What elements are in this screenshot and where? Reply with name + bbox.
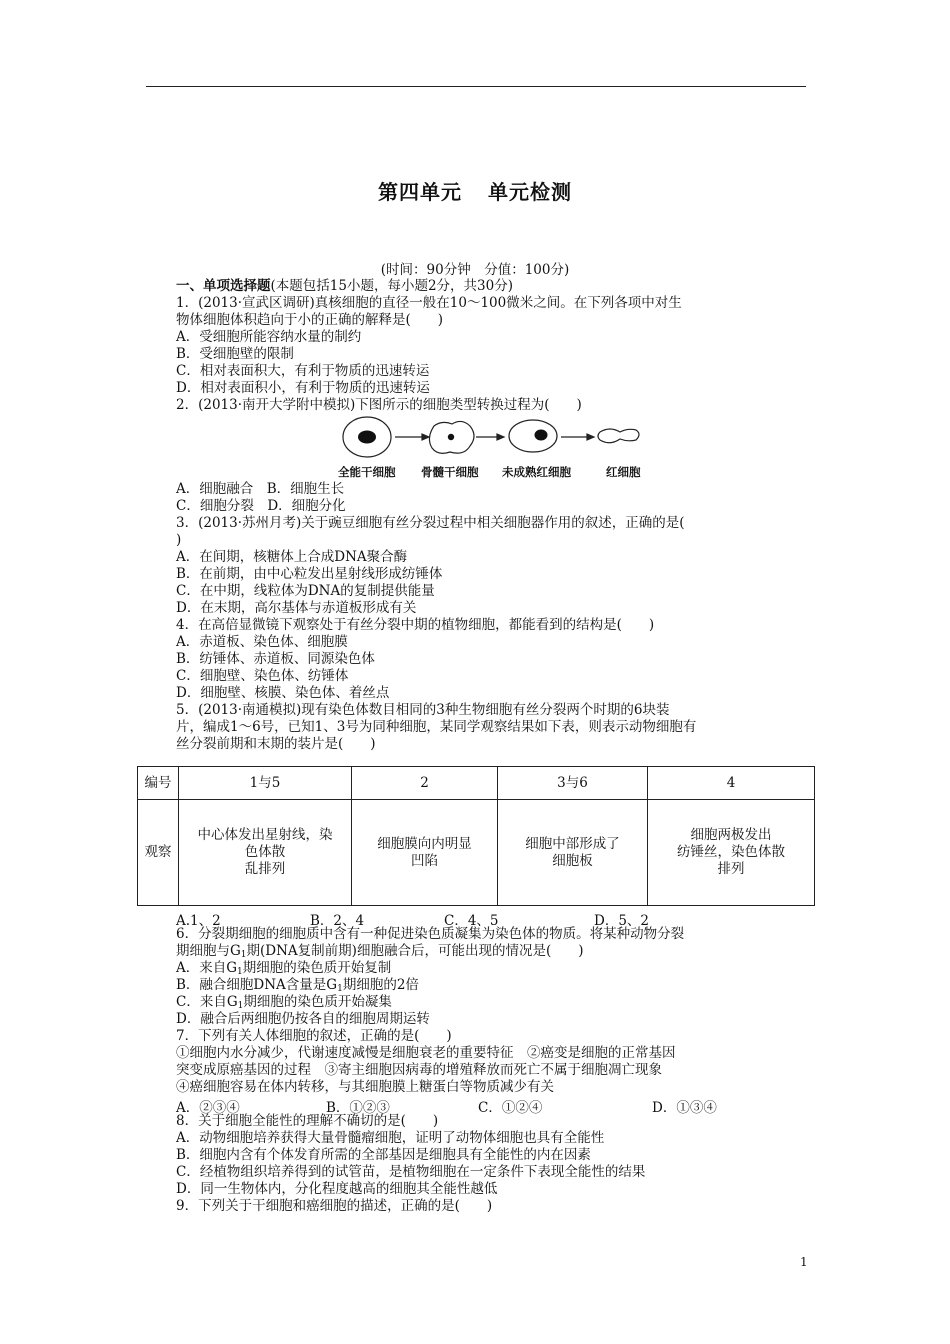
table-cell: 2 — [352, 767, 498, 800]
section-note: (本题包括15小题，每小题2分，共30分) — [270, 278, 513, 294]
table-cell: 细胞两极发出 纺锤丝，染色体散 排列 — [648, 800, 815, 906]
header-rule — [146, 86, 806, 87]
q3-option-b: B．在前期，由中心粒发出星射线形成纺锤体 — [176, 566, 443, 582]
q3-option-c: C．在中期，线粒体为DNA的复制提供能量 — [176, 583, 435, 599]
q2-stem: 2．(2013·南开大学附中模拟)下图所示的细胞类型转换过程为( ) — [176, 397, 582, 413]
table-cell: 细胞中部形成了 细胞板 — [498, 800, 648, 906]
q1-option-d: D．相对表面积小，有利于物质的迅速转运 — [176, 380, 430, 396]
table-row — [138, 767, 815, 800]
immature-red-cell-icon — [509, 420, 557, 452]
q8-option-a: A．动物细胞培养获得大量骨髓瘤细胞，证明了动物体细胞也具有全能性 — [176, 1130, 605, 1146]
q4-option-a: A．赤道板、染色体、细胞膜 — [176, 634, 348, 650]
table-cell: 中心体发出星射线，染 色体散 乱排列 — [179, 800, 352, 906]
q5-stem-line3: 丝分裂前期和末期的装片是( ) — [176, 736, 376, 752]
q3-stem-line2: ) — [176, 532, 182, 548]
q6-option-d: D．融合后两细胞仍按各自的细胞周期运转 — [176, 1011, 430, 1027]
section-heading: 一、单项选择题 — [176, 278, 271, 294]
q7-statement-line3: ④癌细胞容易在体内转移，与其细胞膜上糖蛋白等物质减少有关 — [176, 1079, 554, 1095]
q1-option-b: B．受细胞壁的限制 — [176, 346, 294, 362]
q8-option-c: C．经植物组织培养得到的试管苗，是植物细胞在一定条件下表现全能性的结果 — [176, 1164, 646, 1180]
q7-stem: 7．下列有关人体细胞的叙述，正确的是( ) — [176, 1028, 452, 1044]
q3-stem-line1: 3．(2013·苏州月考)关于豌豆细胞有丝分裂过程中相关细胞器作用的叙述，正确的是( — [176, 515, 685, 531]
title-test: 单元检测 — [488, 180, 572, 204]
figure-label-totipotent: 全能干细胞 — [338, 465, 396, 479]
q4-option-b: B．纺锤体、赤道板、同源染色体 — [176, 651, 375, 667]
red-blood-cell-icon — [598, 429, 639, 443]
q6-option-b: B．融合细胞DNA含量是$G_1$期细胞的2倍 — [176, 977, 419, 994]
q4-option-c: C．细胞壁、染色体、纺锤体 — [176, 668, 349, 684]
page-title — [0, 176, 950, 205]
q8-option-b: B．细胞内含有个体发育所需的全部基因是细胞具有全能性的内在因素 — [176, 1147, 591, 1163]
table-cell: 4 — [648, 767, 815, 800]
q7-option-a: A．②③④ — [176, 1100, 240, 1116]
observation-table — [137, 766, 815, 906]
figure-label-red-cell: 红细胞 — [606, 465, 641, 479]
page-number: 1 — [800, 1255, 808, 1269]
q5-option-d: D．5、2 — [594, 913, 650, 929]
table-cell: 细胞膜向内明显 凹陷 — [352, 800, 498, 906]
q7-option-b: B．①②③ — [326, 1100, 390, 1116]
q7-statement-line1: ①细胞内水分减少，代谢速度减慢是细胞衰老的重要特征 ②癌变是细胞的正常基因 — [176, 1045, 676, 1061]
q8-option-d: D．同一生物体内，分化程度越高的细胞其全能性越低 — [176, 1181, 498, 1197]
q2-options-cd: C．细胞分裂 D．细胞分化 — [176, 498, 346, 514]
q4-option-d: D．细胞壁、核膜、染色体、着丝点 — [176, 685, 390, 701]
section-heading-line — [176, 278, 513, 295]
q2-options-ab: A．细胞融合 B．细胞生长 — [176, 481, 345, 497]
q7-option-d: D．①③④ — [652, 1100, 717, 1116]
q6-option-c: C．来自$G_1$期细胞的染色质开始凝集 — [176, 994, 392, 1011]
table-header-cell: 编号 — [138, 767, 179, 800]
q4-stem: 4．在高倍显微镜下观察处于有丝分裂中期的植物细胞，都能看到的结构是( ) — [176, 617, 655, 633]
q7-option-c: C．①②④ — [478, 1100, 543, 1116]
q3-option-a: A．在间期，核糖体上合成DNA聚合酶 — [176, 549, 408, 565]
q1-stem-line2: 物体细胞体积趋向于小的正确的解释是( ) — [176, 312, 444, 328]
figure-label-immature: 未成熟红细胞 — [502, 465, 571, 479]
title-unit: 第四单元 — [378, 180, 462, 204]
q6-stem-line2: 期细胞与$G_1$期(DNA复制前期)细胞融合后，可能出现的情况是( ) — [176, 943, 584, 960]
q6-option-a: A．来自$G_1$期细胞的染色质开始复制 — [176, 960, 392, 977]
q1-option-a: A．受细胞所能容纳水量的制约 — [176, 329, 362, 345]
q7-statement-line2: 突变成原癌基因的过程 ③寄主细胞因病毒的增殖释放而死亡不属于细胞凋亡现象 — [176, 1062, 662, 1078]
q1-option-c: C．相对表面积大，有利于物质的迅速转运 — [176, 363, 430, 379]
table-row — [138, 800, 815, 906]
table-cell: 3与6 — [498, 767, 648, 800]
q8-stem: 8．关于细胞全能性的理解不确切的是( ) — [176, 1113, 439, 1129]
q1-stem-line1: 1．(2013·宣武区调研)真核细胞的直径一般在10～100微米之间。在下列各项中对生 — [176, 295, 682, 311]
q5-option-c: C．4、5 — [444, 913, 499, 929]
q6-stem-line1: 6．分裂期细胞的细胞质中含有一种促进染色质凝集为染色体的物质。将某种动物分裂 — [176, 926, 685, 942]
q9-stem: 9．下列关于干细胞和癌细胞的描述，正确的是( ) — [176, 1198, 493, 1214]
exam-meta: (时间：90分钟 分值：100分) — [380, 262, 570, 278]
q5-stem-line2: 片，编成1～6号，已知1、3号为同种细胞，某同学观察结果如下表，则表示动物细胞有 — [176, 719, 697, 735]
table-header-cell: 观察 — [138, 800, 179, 906]
table-cell: 1与5 — [179, 767, 352, 800]
figure-label-bone-marrow: 骨髓干细胞 — [421, 465, 479, 479]
q5-option-a: A.1、2 — [176, 913, 221, 929]
q3-option-d: D．在末期，高尔基体与赤道板形成有关 — [176, 600, 417, 616]
q5-stem-line1: 5．(2013·南通模拟)现有染色体数目相同的3种生物细胞有丝分裂两个时期的6块装 — [176, 702, 670, 718]
q5-option-b: B．2、4 — [310, 913, 365, 929]
